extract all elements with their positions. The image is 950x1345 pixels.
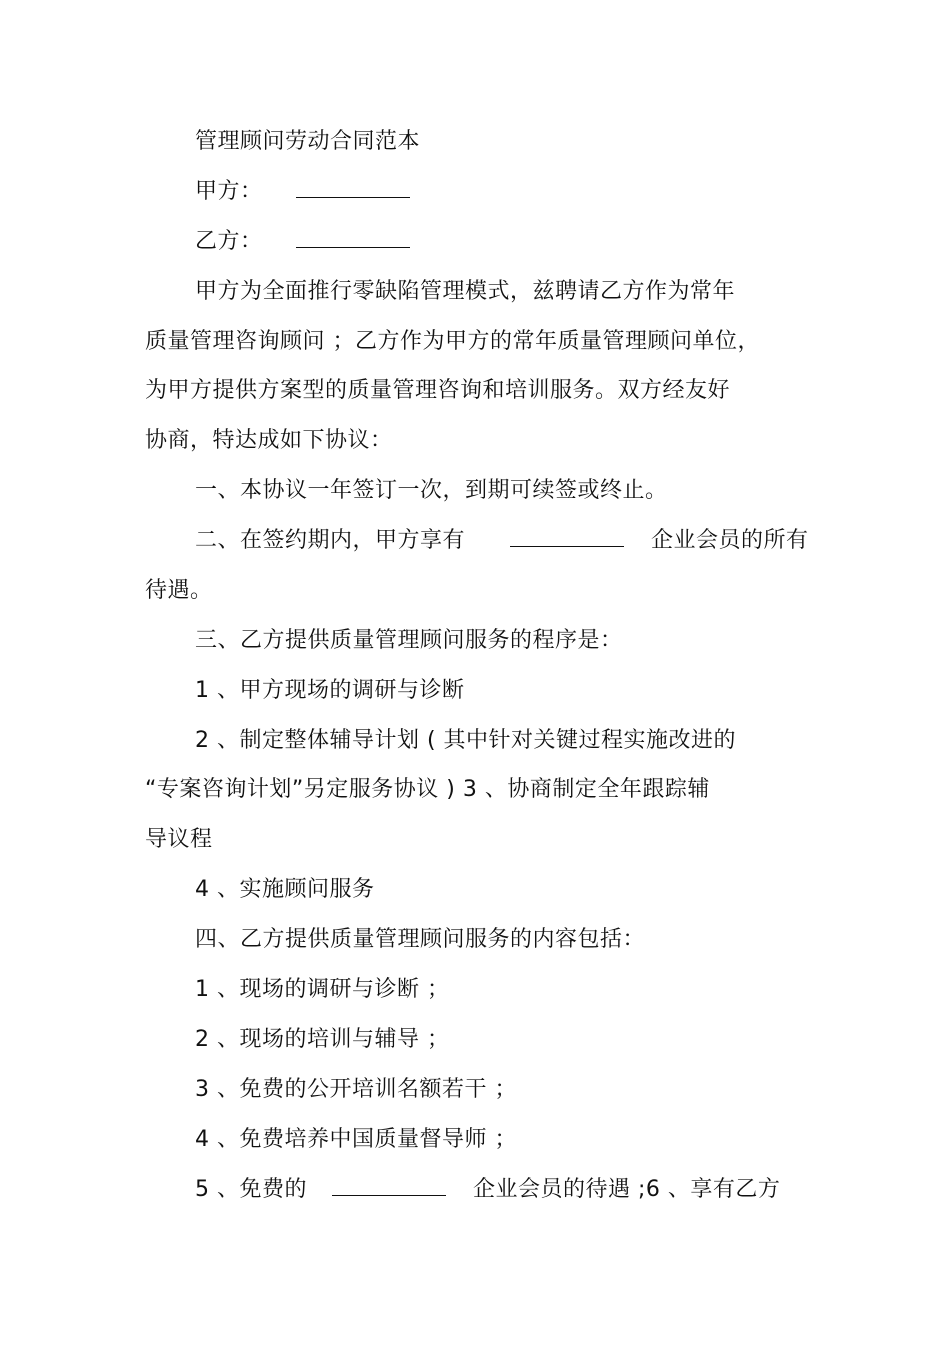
procedure-item-4: 4 、实施顾问服务: [195, 877, 375, 902]
party-a-line: [195, 177, 410, 207]
clause-2-text-a: 二、在签约期内，甲方享有: [195, 528, 466, 553]
clause-2-text-b: 企业会员的所有: [651, 528, 809, 553]
procedure-item-2-cont: “专案咨询计划”另定服务协议 ) 3 、协商制定全年跟踪辅: [145, 777, 710, 802]
clause-2-blank: [510, 526, 624, 547]
content-item-5-text-a: 5 、免费的: [195, 1177, 307, 1202]
content-item-3: 3 、免费的公开培训名额若干 ；: [195, 1077, 517, 1102]
clause-1: 一、本协议一年签订一次，到期可续签或终止。: [195, 478, 668, 503]
clause-2-line: [195, 526, 809, 556]
intro-line-3: 为甲方提供方案型的质量管理咨询和培训服务。双方经友好: [145, 378, 731, 403]
content-item-5-text-b: 企业会员的待遇 ;6 、享有乙方: [473, 1177, 781, 1202]
party-b-blank: [296, 227, 410, 248]
procedure-item-3-cont: 导议程: [145, 827, 213, 852]
procedure-item-2: 2 、制定整体辅导计划 ( 其中针对关键过程实施改进的: [195, 728, 737, 753]
content-item-4: 4 、免费培养中国质量督导师 ；: [195, 1127, 517, 1152]
party-a-blank: [296, 177, 410, 198]
content-item-1: 1 、现场的调研与诊断 ；: [195, 977, 450, 1002]
content-item-5-blank: [332, 1175, 446, 1196]
clause-3: 三、乙方提供质量管理顾问服务的程序是：: [195, 628, 623, 653]
party-b-line: [195, 227, 410, 257]
content-item-2: 2 、现场的培训与辅导 ；: [195, 1027, 450, 1052]
party-b-label: 乙方：: [195, 229, 263, 254]
intro-line-4: 协商，特达成如下协议：: [145, 428, 393, 453]
clause-2-text-c: 待遇。: [145, 578, 213, 603]
clause-4: 四、乙方提供质量管理顾问服务的内容包括：: [195, 927, 646, 952]
intro-line-2: 质量管理咨询顾问 ；乙方作为甲方的常年质量管理顾问单位，: [145, 329, 760, 354]
content-item-5-line: [195, 1175, 780, 1205]
intro-line-1: 甲方为全面推行零缺陷管理模式，兹聘请乙方作为常年: [195, 279, 736, 304]
party-a-label: 甲方：: [195, 179, 263, 204]
document-title: 管理顾问劳动合同范本: [195, 129, 421, 154]
procedure-item-1: 1 、甲方现场的调研与诊断: [195, 678, 465, 703]
